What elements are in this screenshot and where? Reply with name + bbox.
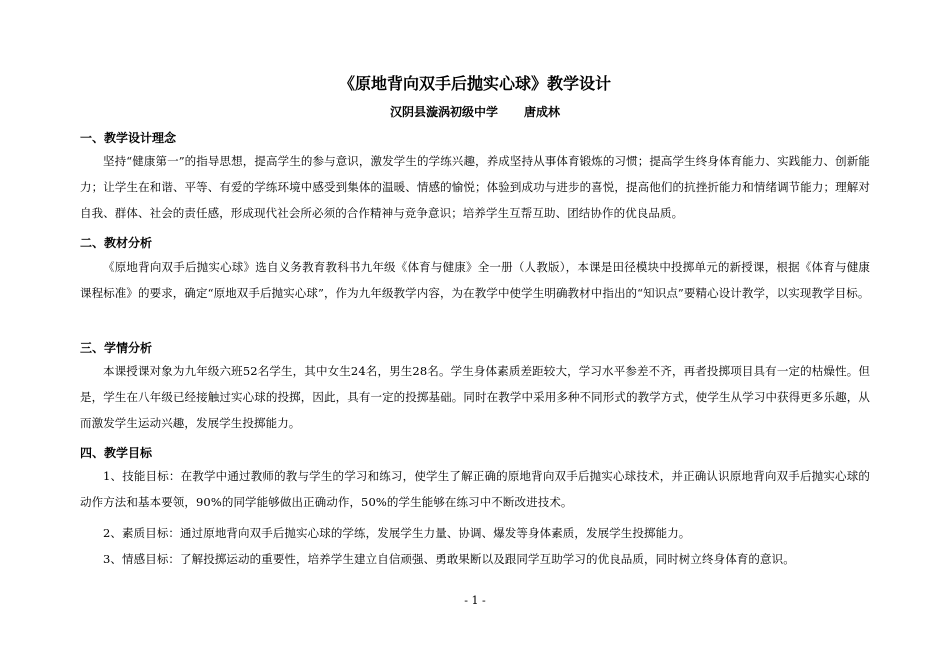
paragraph-quality-goal: 2、素质目标：通过原地背向双手后抛实心球的学练，发展学生力量、协调、爆发等身体素质，发展学生投掷能力。 <box>103 526 691 540</box>
paragraph-emotion-goal: 3、情感目标：了解投掷运动的重要性，培养学生建立自信顽强、勇敢果断以及跟同学互助学习的优良品质，同时树立终身体育的意识。 <box>103 552 795 566</box>
document-title: 《原地背向双手后抛实心球》教学设计 <box>338 74 611 93</box>
author-name: 唐成林 <box>524 105 561 119</box>
page-number: - 1 - <box>464 594 486 607</box>
paragraph-learner-analysis: 本课授课对象为九年级六班52名学生，其中女生24名，男生28名。学生身体素质差距较大，学习水平参差不齐，再者投掷项目具有一定的枯燥性。但是，学生在八年级已经接触过实心球的投掷，因此，具有一定的投掷基础。同时在教学中采用多种不同形式的教学方式，使学生从学习中获得更多乐趣，从而激发学生运动兴趣，发展学生投掷能力。 <box>80 364 870 430</box>
section-heading-learner-analysis: 三、学情分析 <box>80 341 153 355</box>
section-heading-teaching-goals: 四、教学目标 <box>80 446 153 460</box>
section-heading-philosophy: 一、教学设计理念 <box>80 131 177 145</box>
author-school: 汉阴县漩涡初级中学 <box>389 105 498 119</box>
author-line <box>0 104 950 120</box>
paragraph-skill-goal: 1、技能目标：在教学中通过教师的教与学生的学习和练习，使学生了解正确的原地背向双手后抛实心球技术，并正确认识原地背向双手后抛实心球的动作方法和基本要领，90%的同学能够做出正确动作，50%的学生能够在练习中不断改进技术。 <box>80 469 870 509</box>
section-heading-material-analysis: 二、教材分析 <box>80 236 153 250</box>
paragraph-material-analysis: 《原地背向双手后抛实心球》选自义务教育教科书九年级《体育与健康》全一册（人教版），本课是田径模块中投掷单元的新授课，根据《体育与健康课程标准》的要求，确定“原地双手后抛实心球”，作为九年级教学内容，为在教学中使学生明确教材中指出的“知识点”要精心设计教学，以实现教学目标。 <box>80 260 870 300</box>
paragraph-philosophy: 坚持“健康第一”的指导思想，提高学生的参与意识，激发学生的学练兴趣，养成坚持从事体育锻炼的习惯；提高学生终身体育能力、实践能力、创新能力；让学生在和谐、平等、有爱的学练环境中感受到集体的温暖、情感的愉悦；体验到成功与进步的喜悦，提高他们的抗挫折能力和情绪调节能力；理解对自我、群体、社会的责任感，形成现代社会所必须的合作精神与竞争意识；培养学生互帮互助、团结协作的优良品质。 <box>80 154 870 220</box>
